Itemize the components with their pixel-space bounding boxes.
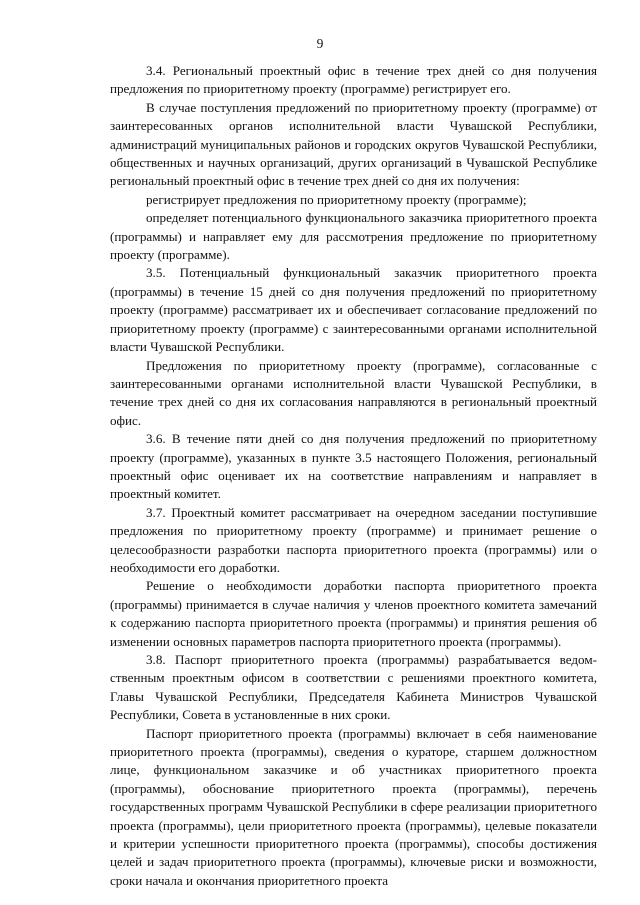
page-number: 9 (316, 36, 324, 51)
paragraph-3-5: 3.5. Потенциальный функциональный заказчик приоритетного проекта (программы) в течение 15 дней со дня получения предложений по приоритетному проекту (программе) рассматривает их и обеспечивает согласование предложений по приоритетному проекту (программе) с заинтересованными органами исполнительной власти Чувашской Республики. (110, 265, 597, 355)
paragraph-3-7: 3.7. Проектный комитет рассматривает на очередном заседании поступившие предложения по приоритетному проекту (программе) и принимает решение о целесообразности разработки паспорта приоритетного проекта (программы) или о необходимости его доработки. (110, 504, 597, 575)
paragraph-proposals-received: В случае поступления предложений по приоритетному проекту (программе) от заинтересованных органов исполнительной власти Чувашской Республики, администраций муниципальных районов и городских округов Чувашской Республики, общественных и научных организаций, других организаций в Чувашской Республике региональный проектный офис в течение трех дней со дня их получения: (110, 99, 597, 189)
paragraph-registers: регистрирует предложения по приоритетному проекту (программе); (146, 191, 527, 207)
paragraph-3-4: 3.4. Региональный проектный офис в течение трех дней со дня получения предложения по приоритетному проекту (программе) регистрирует его. (110, 63, 597, 97)
document-body (110, 62, 597, 890)
paragraph-revision-decision: Решение о необходимости доработки паспорта приоритетного проекта (программы) принимается в случае наличия у членов проектного комитета замечаний к содержанию паспорта приоритетного проекта (программы) и принятия решения об изменении основных параметров паспорта приоритетного проекта (программы). (110, 578, 597, 649)
paragraph-determines-customer: определяет потенциального функционального заказчика приоритетного проекта (программы) и направляет ему для рассмотрения предложение по приоритетному проекту (программе). (110, 210, 597, 263)
paragraph-3-8: 3.8. Паспорт приоритетного проекта (программы) разрабатывается ведомственным проектным офисом в соответствии с решениями проектного комитета, Главы Чувашской Республики, Председателя Кабинета Министров Чувашской Республики, Совета в установленные в них сроки. (110, 652, 597, 723)
paragraph-agreed-proposals: Предложения по приоритетному проекту (программе), согласованные с заинтересованными органами исполнительной власти Чувашской Республики, в течение трех дней со дня их согласования направляются в региональный проектный офис. (110, 357, 597, 428)
paragraph-3-6: 3.6. В течение пяти дней со дня получения предложений по приоритетному проекту (программе), указанных в пункте 3.5 настоящего Положения, региональный проектный офис оценивает их на соответствие направлениям и направляет в проектный комитет. (110, 431, 597, 502)
paragraph-passport-contents: Паспорт приоритетного проекта (программы) включает в себя наименование приоритетного проекта (программы), сведения о кураторе, старшем должностном лице, функциональном заказчике и об участниках приоритетного проекта (программы), обоснование приоритетного проекта (программы), перечень государственных программ Чувашской Республики в сфере реализации приоритетного проекта (программы), цели приоритетного проекта (программы), целевые показатели и критерии успешности приоритетного проекта (программы), способы достижения целей и задач приоритетного проекта (программы), ключевые риски и возможности, сроки начала и окончания приоритетного проекта (110, 725, 597, 888)
